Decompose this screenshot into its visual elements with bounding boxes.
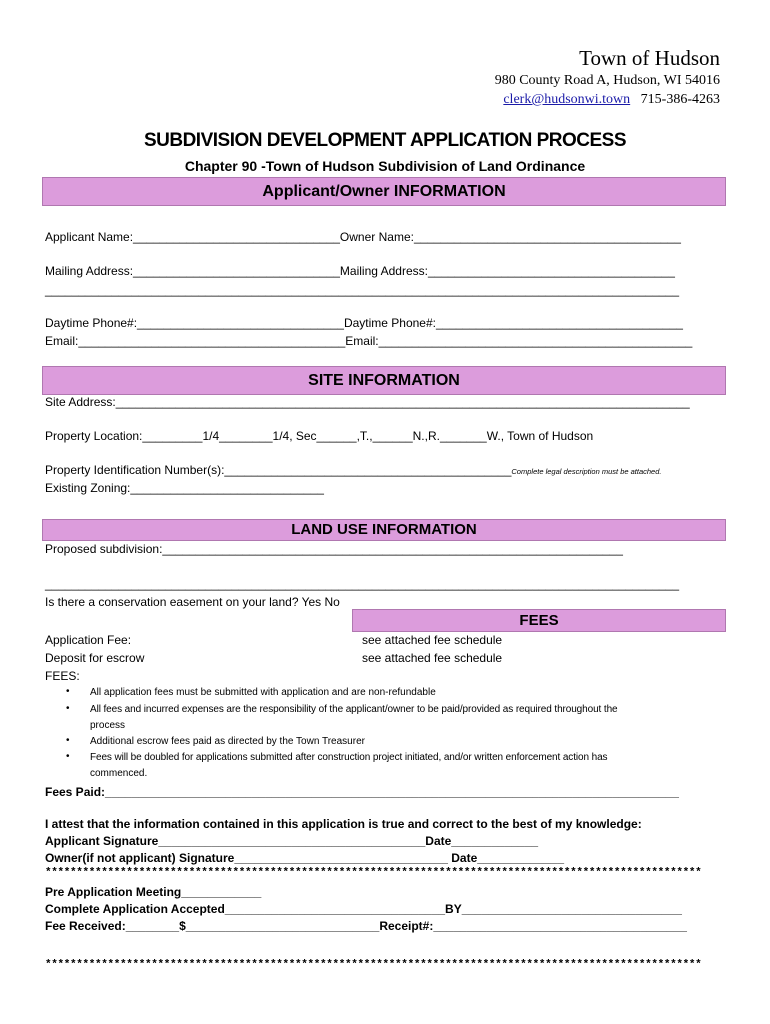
applicant-section-title: Applicant/Owner INFORMATION	[262, 183, 506, 200]
fee-rule-item: All application fees must be submitted with application and are non-refundable	[90, 687, 436, 698]
fee-rule-item-continued: commenced.	[90, 768, 148, 779]
mailing-address-line[interactable]: Mailing Address:_______________________________Mailing Address:_____________________________________	[45, 264, 675, 278]
fee-rule-item: Additional escrow fees paid as directed by the Town Treasurer	[90, 736, 365, 747]
mailing-address-line-2[interactable]: _______________________________________________________________________________________________	[45, 283, 680, 297]
deposit-escrow-label: Deposit for escrow	[45, 651, 145, 665]
separator-stars-bottom: *********************************************************************************************************	[45, 959, 702, 971]
fees-section-header	[352, 609, 726, 632]
owner-signature-line[interactable]: Owner(if not applicant) Signature________________________________ Date_____________	[45, 851, 565, 865]
fees-label: FEES:	[45, 669, 80, 683]
land-use-section-title: LAND USE INFORMATION	[291, 521, 477, 538]
bullet-icon: •	[66, 703, 70, 714]
bullet-icon: •	[66, 686, 70, 697]
fees-paid-line[interactable]: Fees Paid:______________________________________________________________________________________	[45, 785, 679, 799]
existing-zoning-line[interactable]: Existing Zoning:_____________________________	[45, 481, 324, 495]
fee-rule-item: All fees and incurred expenses are the responsibility of the applicant/owner to be paid/provided as required throughout the	[90, 704, 618, 715]
bullet-icon: •	[66, 735, 70, 746]
fee-rule-item: Fees will be doubled for applications submitted after construction project initiated, and/or written enforcement action has	[90, 752, 608, 763]
attestation-statement: I attest that the information contained in this application is true and correct to the best of my knowledge:	[45, 817, 642, 831]
proposed-subdivision-line-2[interactable]: _______________________________________________________________________________________________	[45, 577, 680, 591]
property-id-field[interactable]: Property Identification Number(s):___________________________________________	[45, 463, 512, 477]
property-location-line[interactable]: Property Location:_________1/4________1/4, Sec______,T.,______N.,R._______W., Town of Hudson	[45, 429, 594, 443]
email-link[interactable]: clerk@hudsonwi.town	[503, 92, 631, 107]
legal-description-note: Complete legal description must be attached.	[511, 467, 662, 476]
land-use-section-header	[42, 519, 726, 541]
page-subtitle: Chapter 90 -Town of Hudson Subdivision of Land Ordinance	[184, 158, 586, 174]
fees-section-title: FEES	[519, 612, 559, 629]
separator-stars: *********************************************************************************************************	[45, 867, 702, 879]
daytime-phone-line[interactable]: Daytime Phone#:_______________________________Daytime Phone#:_____________________________________	[45, 316, 683, 330]
application-fee-label: Application Fee:	[45, 633, 132, 647]
proposed-subdivision-line[interactable]: Proposed subdivision:_____________________________________________________________________	[45, 542, 623, 556]
town-address: 980 County Road A, Hudson, WI 54016	[494, 73, 720, 88]
applicant-signature-line[interactable]: Applicant Signature________________________________________Date_____________	[45, 834, 539, 848]
town-name: Town of Hudson	[579, 46, 720, 70]
site-section-title: SITE INFORMATION	[308, 372, 460, 389]
applicant-section-header	[42, 177, 726, 206]
site-section-header	[42, 366, 726, 395]
pre-application-meeting-line[interactable]: Pre Application Meeting____________	[45, 885, 262, 899]
applicant-name-line[interactable]: Applicant Name:_______________________________Owner Name:________________________________________	[45, 230, 681, 244]
bullet-icon: •	[66, 751, 70, 762]
site-address-line[interactable]: Site Address:______________________________________________________________________________________	[45, 395, 690, 409]
phone-number: 715-386-4263	[640, 92, 720, 107]
fee-received-line[interactable]: Fee Received:________$_____________________________Receipt#:______________________________________	[45, 919, 687, 933]
email-line[interactable]: Email:________________________________________Email:_______________________________________________	[45, 334, 693, 348]
complete-application-line[interactable]: Complete Application Accepted_________________________________BY_________________________________	[45, 902, 682, 916]
page-title: SUBDIVISION DEVELOPMENT APPLICATION PROCESS	[143, 130, 627, 151]
deposit-escrow-value: see attached fee schedule	[362, 651, 503, 665]
property-id-line[interactable]	[45, 463, 661, 477]
conservation-easement-question: Is there a conservation easement on your land? Yes No	[45, 595, 340, 609]
fee-rule-item-continued: process	[90, 720, 126, 731]
application-fee-value: see attached fee schedule	[362, 633, 503, 647]
contact-line	[503, 92, 720, 108]
